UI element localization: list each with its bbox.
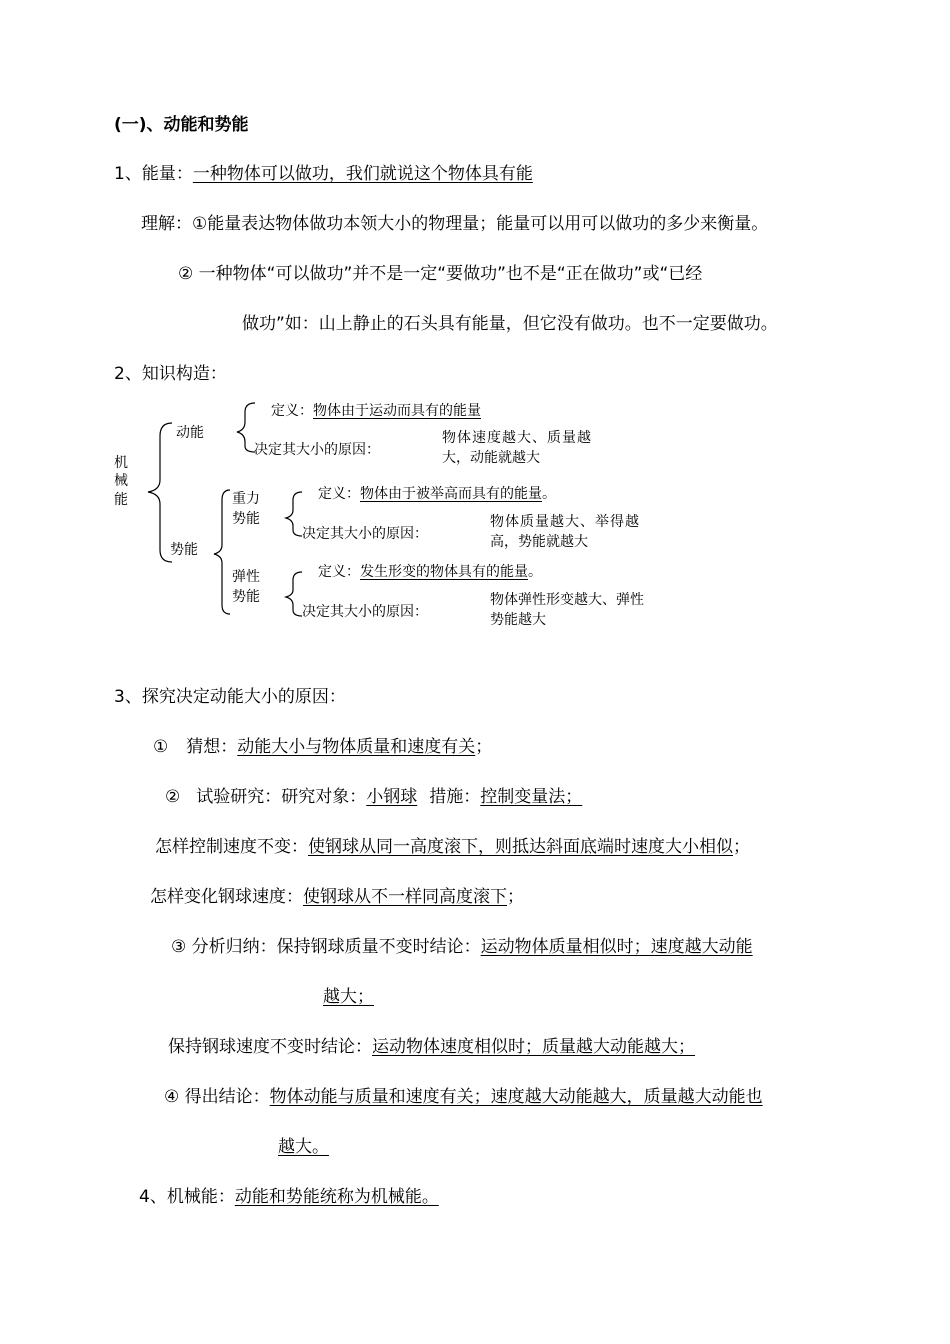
explore-label: 3、探究决定动能大小的原因： — [114, 687, 346, 707]
elastic-factor-line-1: 物体弹性形变越大、弹性 — [490, 592, 644, 608]
control-speed-label: 怎样控制速度不变： — [155, 837, 308, 857]
gravity-definition-end: 。 — [542, 486, 556, 502]
hypothesis-text: 动能大小与物体质量和速度有关 — [237, 737, 476, 757]
hypothesis-label: 猜想： — [186, 737, 238, 757]
elastic-potential-node-line-1: 弹性 — [232, 569, 260, 585]
analysis-line-1 — [171, 939, 753, 956]
kinetic-definition-label: 定义： — [271, 403, 313, 419]
understanding-point-2-line-2: 做功”如：山上静止的石头具有能量，但它没有做功。也不一定要做功。 — [242, 314, 778, 334]
hypothesis-number: ① — [153, 737, 169, 757]
kinetic-factor-line-2: 大，动能就越大 — [442, 450, 540, 466]
root-mechanical-energy-char-1: 机 — [114, 455, 128, 471]
conclusion-line-1 — [164, 1089, 763, 1106]
analysis-speed-text: 运动物体速度相似时；质量越大动能越大； — [372, 1037, 695, 1057]
elastic-potential-node-line-2: 势能 — [232, 589, 260, 605]
change-speed-label: 怎样变化钢球速度： — [150, 887, 303, 907]
experiment-line — [165, 789, 582, 806]
section-heading: (一)、动能和势能 — [114, 115, 249, 135]
experiment-number: ② — [165, 787, 181, 807]
change-speed-line — [150, 889, 524, 906]
mechanical-energy-line — [139, 1189, 439, 1206]
potential-energy-node: 势能 — [170, 542, 198, 558]
root-mechanical-energy-char-2: 械 — [114, 473, 128, 489]
experiment-object: 小钢球 — [366, 787, 418, 807]
understanding-point-2-line-1: ② 一种物体“可以做功”并不是一定“要做功”也不是“正在做功”或“已经 — [178, 264, 703, 284]
kinetic-definition-text: 物体由于运动而具有的能量 — [313, 403, 481, 419]
understanding-label: 理解： — [141, 214, 192, 234]
energy-label: 1、能量： — [114, 164, 193, 184]
kinetic-factor-line-1: 物体速度越大、质量越 — [442, 430, 592, 446]
kinetic-definition — [271, 404, 481, 418]
analysis-label: ③ 分析归纳：保持钢球质量不变时结论： — [171, 937, 481, 957]
control-speed-end: ； — [733, 837, 750, 857]
understanding-point-1: ①能量表达物体做功本领大小的物理量；能量可以用可以做功的多少来衡量。 — [192, 214, 769, 234]
gravity-factor-line-2: 高，势能就越大 — [490, 534, 588, 550]
change-speed-end: ； — [507, 887, 524, 907]
mechanical-energy-text: 动能和势能统称为机械能。 — [234, 1187, 439, 1207]
conclusion-line-2 — [278, 1139, 329, 1156]
gravity-definition-text: 物体由于被举高而具有的能量 — [360, 486, 542, 502]
root-mechanical-energy-char-3: 能 — [114, 492, 128, 508]
analysis-line-2 — [323, 989, 374, 1006]
elastic-factor-label: 决定其大小的原因： — [302, 604, 428, 620]
gravity-definition — [318, 487, 556, 501]
conclusion-text-2: 越大。 — [278, 1137, 329, 1157]
gravity-definition-label: 定义： — [318, 486, 360, 502]
analysis-speed-label: 保持钢球速度不变时结论： — [168, 1037, 372, 1057]
gravity-potential-node-line-1: 重力 — [232, 491, 260, 507]
knowledge-structure-label: 2、知识构造： — [114, 364, 227, 384]
analysis-text-2: 越大； — [323, 987, 374, 1007]
elastic-definition-label: 定义： — [318, 564, 360, 580]
gravity-potential-node-line-2: 势能 — [232, 511, 260, 527]
hypothesis-line — [153, 739, 492, 756]
conclusion-text-1: 物体动能与质量和速度有关；速度越大动能越大，质量越大动能也 — [269, 1087, 763, 1107]
experiment-method-label: 措施： — [429, 787, 481, 807]
analysis-speed-line — [168, 1039, 695, 1056]
elastic-definition-end: 。 — [528, 564, 542, 580]
gravity-factor-line-1: 物体质量越大、举得越 — [490, 514, 640, 530]
conclusion-label: ④ 得出结论： — [164, 1087, 270, 1107]
hypothesis-end: ； — [475, 737, 493, 757]
control-speed-text: 使钢球从同一高度滚下，则抵达斜面底端时速度大小相似 — [308, 837, 733, 857]
analysis-text-1: 运动物体质量相似时；速度越大动能 — [480, 937, 753, 957]
kinetic-factor-label: 决定其大小的原因： — [254, 442, 380, 458]
elastic-factor-line-2: 势能越大 — [490, 612, 546, 628]
experiment-label: 试验研究：研究对象： — [196, 787, 367, 807]
change-speed-text: 使钢球从不一样同高度滚下 — [303, 887, 507, 907]
experiment-method: 控制变量法； — [480, 787, 583, 807]
energy-definition: 一种物体可以做功，我们就说这个物体具有能 — [192, 164, 533, 184]
elastic-definition — [318, 565, 542, 579]
mechanical-energy-label: 4、机械能： — [139, 1187, 235, 1207]
elastic-definition-text: 发生形变的物体具有的能量 — [360, 564, 528, 580]
kinetic-energy-node: 动能 — [176, 425, 204, 441]
gravity-factor-label: 决定其大小的原因： — [302, 526, 428, 542]
control-speed-line — [155, 839, 750, 856]
